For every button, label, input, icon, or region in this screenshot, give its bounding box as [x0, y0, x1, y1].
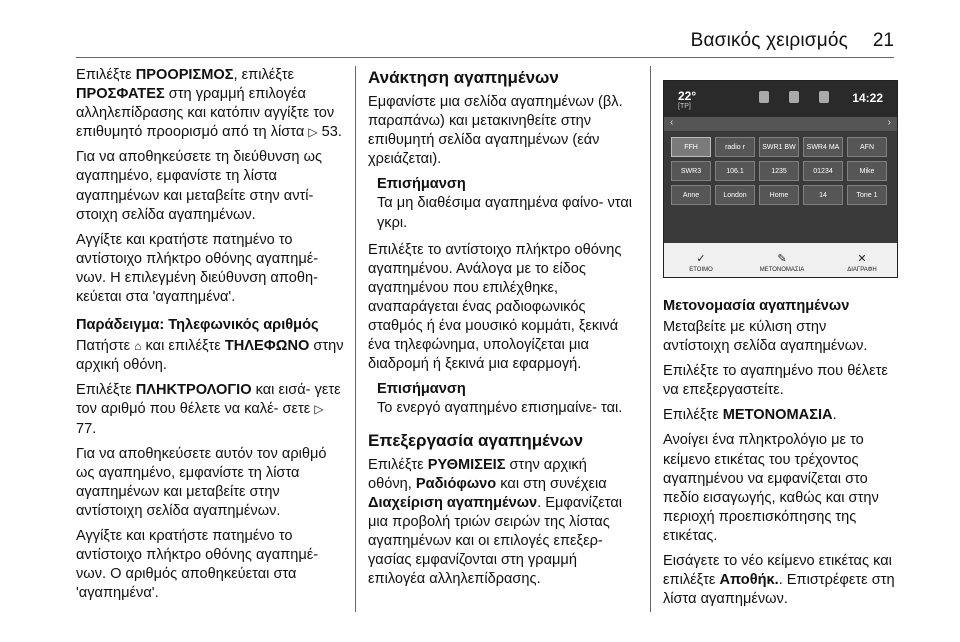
favorite-button: 1235	[759, 161, 799, 181]
paragraph: Επιλέξτε ΡΥΘΜΙΣΕΙΣ στην αρχική οθόνη, Ραδιόφωνο και στη συνέχεια Διαχείριση αγαπημένων. Εμφανίζεται μια προβολή τριών σειρών της λίστας αγαπημένων και οι επιλογές επεξερ- γασίας εμφανίζονται στη γραμμή επιλογέα αλληλεπίδρασης.	[368, 456, 623, 588]
pencil-icon: ✎	[777, 253, 787, 265]
column-middle	[368, 66, 634, 595]
favorite-button: AFN	[847, 137, 887, 157]
tp-indicator: [TP]	[678, 103, 691, 110]
favorite-button: radio r	[715, 137, 755, 157]
paragraph: Εισάγετε το νέο κείμενο ετικέτας και επιλέξτε Αποθήκ.. Επιστρέφετε στη λίστα αγαπημένων.	[663, 553, 895, 608]
arrow-reference-icon: ▷	[308, 125, 318, 140]
paragraph: Πατήστε ⌂ και επιλέξτε ΤΗΛΕΦΩΝΟ στην αρχική οθόνη.	[76, 338, 344, 374]
favorite-button: London	[715, 185, 755, 205]
page-title: Βασικός χειρισμός	[690, 30, 848, 51]
page-number: 21	[872, 30, 894, 51]
section-heading: Μετονομασία αγαπημένων	[663, 298, 850, 314]
paragraph: Επιλέξτε το αγαπημένο που θέλετε να επεξεργαστείτε.	[663, 363, 888, 399]
paragraph: Εμφανίστε μια σελίδα αγαπημένων (βλ. παραπάνω) και μετακινηθείτε στην επιθυμητή σελίδα αγαπημένων (εάν χρειάζεται).	[368, 94, 623, 168]
column-left	[76, 66, 346, 609]
nav-icon	[819, 91, 829, 103]
note-box	[377, 175, 634, 232]
chevron-right-icon: ›	[887, 117, 891, 128]
temperature: 22°	[678, 89, 697, 103]
paragraph: Για να αποθηκεύσετε τη διεύθυνση ως αγαπημένο, εμφανίστε τη λίστα αγαπημένων και μεταβείτε στην αντί- στοιχη σελίδα αγαπημένων.	[76, 149, 322, 223]
rename-button: ✎ ΜΕΤΟΝΟΜΑΣΙΑ	[752, 252, 812, 273]
favorite-button: Anne	[671, 185, 711, 205]
done-button: ✓ ΕΤΟΙΜΟ	[676, 252, 726, 273]
close-icon: ✕	[857, 253, 867, 265]
interaction-selector-bar	[664, 243, 897, 277]
favorite-button: Tone 1	[847, 185, 887, 205]
home-icon: ⌂	[134, 339, 142, 354]
paragraph: Αγγίξτε και κρατήστε πατημένο το αντίστοιχο πλήκτρο οθόνης αγαπημέ- νων. Η επιλεγμένη διεύθυνση αποθη- κεύεται στα 'αγαπημένα'.	[76, 231, 319, 306]
note-text: Τα μη διαθέσιμα αγαπημένα φαίνο- νται γκρι.	[377, 195, 633, 231]
favorites-page-bar	[664, 117, 897, 131]
paragraph: Επιλέξτε ΠΛΗΚΤΡΟΛΟΓΙΟ και εισά- γετε τον αριθμό που θέλετε να καλέ- σετε ▷ 77.	[76, 382, 341, 437]
paragraph: Ανοίγει ένα πληκτρολόγιο με το κείμενο ετικέτας του τρέχοντος αγαπημένου να εμφανίζεται στο πεδίο εισαγωγής, καθώς και στην περιοχή προεπισκόπησης της ετικέτας.	[663, 432, 879, 544]
clock: 14:22	[852, 91, 883, 105]
check-icon: ✓	[696, 253, 706, 265]
paragraph: Αγγίξτε και κρατήστε πατημένο το αντίστοιχο πλήκτρο οθόνης αγαπημέ- νων. Ο αριθμός αποθηκεύεται στα 'αγαπημένα'.	[76, 527, 319, 602]
favorite-button: 106.1	[715, 161, 755, 181]
screen-status-bar	[664, 81, 897, 117]
paragraph: Επιλέξτε ΠΡΟΟΡΙΣΜΟΣ, επιλέξτε ΠΡΟΣΦΑΤΕΣ στη γραμμή επιλογέα αλληλεπίδρασης και κατόπιν αγγίξτε τον επιθυμητό προορισμό από τη λίστα ▷ 53.	[76, 67, 342, 141]
column-right	[663, 297, 895, 615]
favorite-button: Home	[759, 185, 799, 205]
infotainment-screen-illustration	[663, 80, 898, 278]
delete-button: ✕ ΔΙΑΓΡΑΦΗ	[834, 252, 890, 273]
header-rule	[76, 57, 894, 58]
section-heading: Παράδειγμα: Τηλεφωνικός αριθμός	[76, 317, 319, 334]
favorite-button: SWR4 MA	[803, 137, 843, 157]
page-header	[0, 0, 960, 56]
music-icon	[759, 91, 769, 103]
chevron-left-icon: ‹	[670, 117, 674, 128]
section-heading: Επεξεργασία αγαπημένων	[368, 430, 584, 450]
phone-icon	[789, 91, 799, 103]
note-title: Επισήμανση	[377, 176, 466, 193]
paragraph: Επιλέξτε το αντίστοιχο πλήκτρο οθόνης αγαπημένου. Ανάλογα με το είδος αγαπημένου που επιλέχθηκε, αναπαράγεται ένας ραδιοφωνικός σταθμός ή ένα μουσικό κομμάτι, ξεκινά ένα τηλεφώνημα, υπολογίζεται μια διαδρομή ή ξεκινά μια εφαρμογή.	[368, 241, 622, 373]
favorite-button: 01234	[803, 161, 843, 181]
favorite-button: Mike	[847, 161, 887, 181]
arrow-reference-icon: ▷	[314, 402, 324, 417]
paragraph: Μεταβείτε με κύλιση στην αντίστοιχη σελίδα αγαπημένων.	[663, 319, 868, 355]
section-heading: Ανάκτηση αγαπημένων	[368, 68, 559, 87]
favorite-button: FFH	[671, 137, 711, 157]
column-divider	[355, 66, 356, 612]
paragraph: Επιλέξτε ΜΕΤΟΝΟΜΑΣΙΑ.	[663, 407, 837, 424]
favorite-button: SWR3	[671, 161, 711, 181]
note-title: Επισήμανση	[377, 381, 466, 398]
note-box	[377, 380, 634, 418]
favorite-button: 14	[803, 185, 843, 205]
note-text: Το ενεργό αγαπημένο επισημαίνε- ται.	[377, 400, 623, 417]
favorite-button: SWR1 BW	[759, 137, 799, 157]
column-divider	[650, 66, 651, 612]
paragraph: Για να αποθηκεύσετε αυτόν τον αριθμό ως αγαπημένο, εμφανίστε τη λίστα αγαπημένων και μεταβείτε στην αντίστοιχη σελίδα αγαπημένων.	[76, 445, 327, 519]
